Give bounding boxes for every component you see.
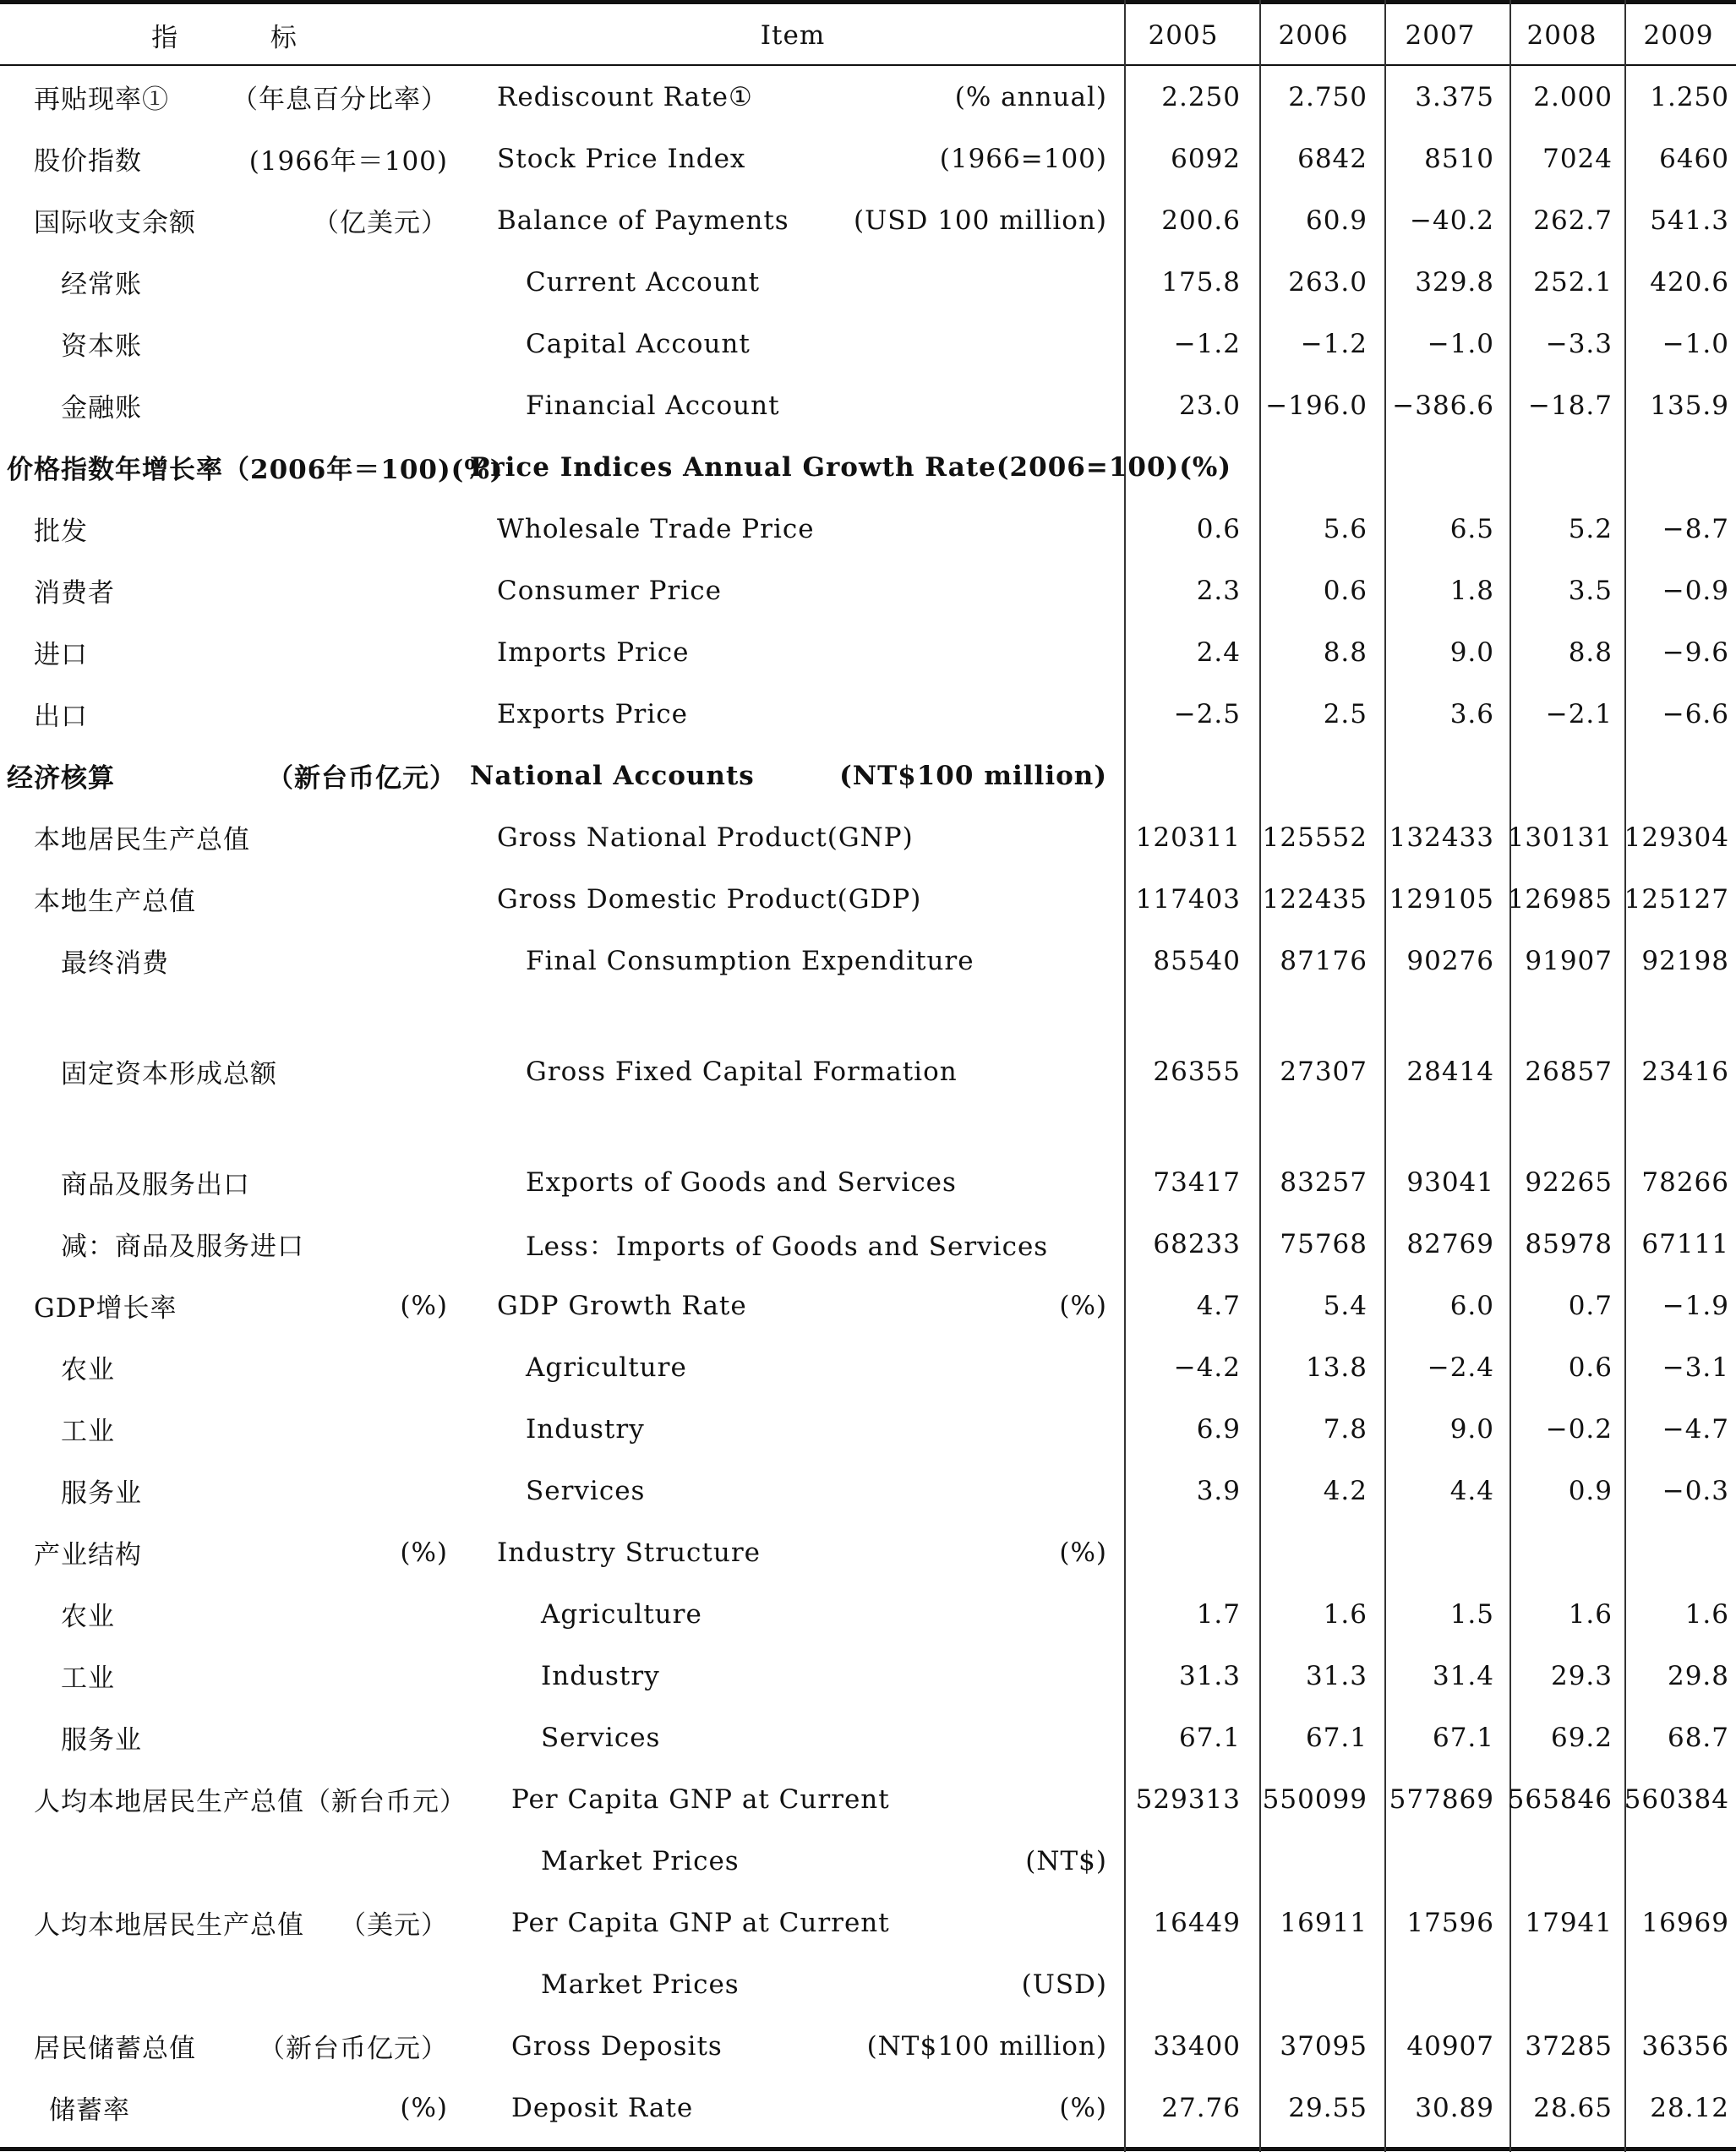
table-row — [0, 66, 1736, 128]
value-2006: 5.6 — [1323, 513, 1368, 544]
value-2009: 420.6 — [1650, 266, 1729, 298]
value-2009: −0.3 — [1662, 1475, 1729, 1506]
value-2008: 69.2 — [1550, 1722, 1613, 1753]
indicator-zh-unit: （新台币亿元） — [267, 763, 456, 794]
value-2005: 23.0 — [1178, 390, 1241, 421]
indicator-zh-unit: （美元） — [340, 1910, 448, 1941]
table-row — [0, 1953, 1736, 2015]
value-2009: −4.7 — [1662, 1413, 1729, 1445]
indicator-en: Services — [541, 1722, 661, 1753]
indicator-en-unit: (% annual) — [954, 81, 1107, 112]
table-row — [0, 560, 1736, 621]
value-2005: 529313 — [1135, 1783, 1241, 1815]
value-2006: 550099 — [1262, 1783, 1368, 1815]
table-row — [0, 621, 1736, 683]
value-2009: −0.9 — [1662, 575, 1729, 606]
value-2007: 4.4 — [1449, 1475, 1494, 1506]
table-row — [0, 374, 1736, 436]
value-2008: 17941 — [1525, 1907, 1613, 1938]
value-2007: 93041 — [1406, 1166, 1494, 1198]
value-2006: 83257 — [1280, 1166, 1368, 1198]
indicator-zh: 批发 — [34, 516, 88, 547]
value-2007: 40907 — [1406, 2030, 1494, 2062]
indicator-zh: 资本账 — [61, 331, 142, 362]
table-row — [0, 498, 1736, 560]
indicator-zh: 消费者 — [34, 578, 115, 609]
indicator-en-unit: (%) — [1059, 1537, 1107, 1568]
indicator-zh: 进口 — [34, 640, 88, 670]
value-2005: 33400 — [1153, 2030, 1241, 2062]
table-header — [0, 4, 1736, 66]
indicator-en: Gross Fixed Capital Formation — [526, 1056, 958, 1087]
value-2008: 2.000 — [1533, 81, 1613, 112]
value-2008: 252.1 — [1533, 266, 1613, 298]
table-row — [0, 1460, 1736, 1521]
value-2006: 13.8 — [1305, 1352, 1368, 1383]
indicator-en: Rediscount Rate① — [497, 81, 753, 112]
value-2009: 67111 — [1641, 1228, 1729, 1259]
value-2009: −1.9 — [1662, 1290, 1729, 1321]
indicator-zh-unit: （年息百分比率） — [232, 85, 448, 115]
table-row — [0, 1336, 1736, 1398]
header-item: Item — [760, 19, 826, 51]
value-2007: 9.0 — [1449, 1413, 1494, 1445]
indicator-zh: 服务业 — [61, 1478, 142, 1509]
indicator-en: Exports of Goods and Services — [526, 1166, 957, 1198]
value-2005: −2.5 — [1173, 698, 1241, 729]
value-2008: 126985 — [1507, 883, 1613, 915]
value-2008: 29.3 — [1550, 1660, 1613, 1691]
indicator-en: Market Prices — [541, 1969, 740, 2000]
indicator-zh: 产业结构 — [34, 1540, 142, 1570]
value-2007: 6.5 — [1449, 513, 1494, 544]
indicator-zh: 国际收支余额 — [34, 208, 196, 238]
value-2007: 3.375 — [1415, 81, 1494, 112]
value-2007: 8510 — [1424, 143, 1494, 174]
value-2009: 125127 — [1624, 883, 1729, 915]
value-2005: 85540 — [1153, 945, 1241, 976]
indicator-zh: 本地居民生产总值 — [34, 825, 250, 855]
value-2007: 577869 — [1389, 1783, 1494, 1815]
indicator-en: Final Consumption Expenditure — [526, 945, 974, 976]
indicator-en: Less：Imports of Goods and Services — [526, 1232, 1049, 1262]
indicator-zh: 人均本地居民生产总值（新台币元） — [34, 1787, 467, 1817]
value-2008: 7024 — [1542, 143, 1613, 174]
indicator-en: Deposit Rate — [511, 2092, 694, 2123]
indicator-en: Per Capita GNP at Current — [511, 1907, 890, 1938]
value-2007: 129105 — [1389, 883, 1494, 915]
value-2006: 29.55 — [1288, 2092, 1368, 2123]
value-2008: −0.2 — [1545, 1413, 1613, 1445]
value-2006: 1.6 — [1323, 1598, 1368, 1630]
value-2006: 67.1 — [1305, 1722, 1368, 1753]
value-2005: 200.6 — [1161, 205, 1241, 236]
value-2006: 122435 — [1262, 883, 1368, 915]
table-row — [0, 2015, 1736, 2077]
indicator-zh: 居民储蓄总值 — [34, 2034, 196, 2064]
indicator-zh-unit: （新台币亿元） — [259, 2034, 448, 2064]
value-2007: 132433 — [1389, 822, 1494, 853]
indicator-en: Agriculture — [541, 1598, 702, 1630]
table-row — [0, 189, 1736, 251]
value-2008: 26857 — [1525, 1056, 1613, 1087]
indicator-en: Capital Account — [526, 328, 751, 359]
value-2007: 3.6 — [1449, 698, 1494, 729]
indicator-en: Market Prices — [541, 1845, 740, 1876]
indicator-en-unit: (USD 100 million) — [854, 205, 1107, 236]
indicator-zh: 农业 — [61, 1602, 115, 1632]
value-2005: −4.2 — [1173, 1352, 1241, 1383]
table-row — [0, 1275, 1736, 1336]
value-2009: 560384 — [1624, 1783, 1729, 1815]
section-header-row — [0, 436, 1736, 498]
indicator-en: Industry — [541, 1660, 660, 1691]
value-2008: 0.6 — [1568, 1352, 1613, 1383]
table-row — [0, 806, 1736, 868]
table-row — [0, 1645, 1736, 1707]
value-2009: 129304 — [1624, 822, 1729, 853]
value-2005: 27.76 — [1161, 2092, 1241, 2123]
indicator-en-unit: (1966=100) — [939, 143, 1107, 174]
indicator-en: Current Account — [526, 266, 761, 298]
indicator-zh: 最终消费 — [61, 948, 169, 979]
indicator-en: Gross Domestic Product(GDP) — [497, 883, 922, 915]
indicator-zh: 工业 — [61, 1663, 115, 1694]
value-2005: 73417 — [1153, 1166, 1241, 1198]
value-2007: 1.8 — [1449, 575, 1494, 606]
value-2005: 117403 — [1135, 883, 1241, 915]
value-2007: −2.4 — [1427, 1352, 1494, 1383]
indicator-zh-unit: (%) — [400, 1290, 448, 1321]
indicator-zh: 农业 — [61, 1355, 115, 1385]
value-2006: 2.5 — [1323, 698, 1368, 729]
value-2008: 0.7 — [1568, 1290, 1613, 1321]
value-2006: 0.6 — [1323, 575, 1368, 606]
value-2005: 26355 — [1153, 1056, 1241, 1087]
value-2006: 8.8 — [1323, 636, 1368, 668]
indicator-zh: 金融账 — [61, 393, 142, 423]
value-2009: 78266 — [1641, 1166, 1729, 1198]
value-2006: 75768 — [1280, 1228, 1368, 1259]
value-2005: 2.250 — [1161, 81, 1241, 112]
value-2009: −1.0 — [1662, 328, 1729, 359]
value-2005: 120311 — [1135, 822, 1241, 853]
value-2009: −3.1 — [1662, 1352, 1729, 1383]
value-2007: 67.1 — [1432, 1722, 1494, 1753]
value-2007: 17596 — [1406, 1907, 1494, 1938]
value-2009: 1.250 — [1650, 81, 1729, 112]
indicator-zh: GDP增长率 — [34, 1293, 177, 1324]
value-2008: 1.6 — [1568, 1598, 1613, 1630]
value-2008: 0.9 — [1568, 1475, 1613, 1506]
value-2006: 4.2 — [1323, 1475, 1368, 1506]
value-2006: 6842 — [1297, 143, 1368, 174]
table-row — [0, 128, 1736, 189]
value-2007: 1.5 — [1449, 1598, 1494, 1630]
indicator-zh: 固定资本形成总额 — [61, 1059, 277, 1090]
header-year: 2007 — [1405, 19, 1476, 51]
value-2009: 6460 — [1659, 143, 1729, 174]
value-2007: 30.89 — [1415, 2092, 1494, 2123]
value-2009: 68.7 — [1667, 1722, 1729, 1753]
table-row — [0, 251, 1736, 313]
indicator-en-unit: (%) — [1059, 2092, 1107, 2123]
indicator-zh: 再贴现率① — [34, 85, 169, 115]
value-2006: 31.3 — [1305, 1660, 1368, 1691]
value-2008: 91907 — [1525, 945, 1613, 976]
value-2005: 175.8 — [1161, 266, 1241, 298]
indicator-en: Gross Deposits — [511, 2030, 723, 2062]
indicator-en-unit: (NT$100 million) — [839, 760, 1107, 791]
value-2007: −40.2 — [1410, 205, 1494, 236]
table-row — [0, 1707, 1736, 1768]
value-2009: 29.8 — [1667, 1660, 1729, 1691]
value-2008: 85978 — [1525, 1228, 1613, 1259]
indicator-en: National Accounts — [470, 760, 755, 791]
value-2008: 262.7 — [1533, 205, 1613, 236]
value-2005: 6.9 — [1196, 1413, 1241, 1445]
table-row — [0, 1213, 1736, 1275]
value-2009: 135.9 — [1650, 390, 1729, 421]
table-row — [0, 1521, 1736, 1583]
value-2009: 16969 — [1641, 1907, 1729, 1938]
value-2005: 4.7 — [1196, 1290, 1241, 1321]
indicator-zh: 人均本地居民生产总值 — [34, 1910, 304, 1941]
table-row — [0, 1583, 1736, 1645]
indicator-en: Stock Price Index — [497, 143, 746, 174]
value-2008: 5.2 — [1568, 513, 1613, 544]
value-2005: 68233 — [1153, 1228, 1241, 1259]
value-2006: 7.8 — [1323, 1413, 1368, 1445]
table-row — [0, 1151, 1736, 1213]
value-2008: 92265 — [1525, 1166, 1613, 1198]
indicator-en: Per Capita GNP at Current — [511, 1783, 890, 1815]
value-2009: 23416 — [1641, 1056, 1729, 1087]
value-2009: −6.6 — [1662, 698, 1729, 729]
value-2008: 3.5 — [1568, 575, 1613, 606]
header-year: 2006 — [1278, 19, 1349, 51]
indicator-zh: 经常账 — [61, 270, 142, 300]
indicator-en: Gross National Product(GNP) — [497, 822, 914, 853]
indicator-en-unit: (%) — [1059, 1290, 1107, 1321]
value-2006: 263.0 — [1288, 266, 1368, 298]
indicator-zh-unit: （亿美元） — [313, 208, 448, 238]
header-year: 2009 — [1643, 19, 1714, 51]
value-2007: −1.0 — [1427, 328, 1494, 359]
indicator-en: Wholesale Trade Price — [497, 513, 815, 544]
table-row — [0, 313, 1736, 374]
value-2008: 130131 — [1507, 822, 1613, 853]
value-2009: −8.7 — [1662, 513, 1729, 544]
value-2006: 125552 — [1262, 822, 1368, 853]
indicator-zh: 服务业 — [61, 1725, 142, 1756]
value-2009: 1.6 — [1684, 1598, 1729, 1630]
value-2005: 3.9 — [1196, 1475, 1241, 1506]
value-2006: 2.750 — [1288, 81, 1368, 112]
section-header-row — [0, 745, 1736, 806]
value-2006: 60.9 — [1305, 205, 1368, 236]
indicator-en: Consumer Price — [497, 575, 722, 606]
header-year: 2008 — [1526, 19, 1597, 51]
value-2005: 67.1 — [1178, 1722, 1241, 1753]
table-row — [0, 683, 1736, 745]
indicator-en: Services — [526, 1475, 646, 1506]
value-2007: 82769 — [1406, 1228, 1494, 1259]
value-2007: 28414 — [1406, 1056, 1494, 1087]
value-2008: 565846 — [1507, 1783, 1613, 1815]
indicator-zh: 出口 — [34, 702, 88, 732]
table-row — [0, 1398, 1736, 1460]
value-2007: 31.4 — [1432, 1660, 1494, 1691]
indicator-zh-unit: (%) — [400, 1537, 448, 1568]
value-2007: 329.8 — [1415, 266, 1494, 298]
indicator-en-unit: (USD) — [1021, 1969, 1107, 2000]
indicator-zh: 商品及服务出口 — [61, 1170, 250, 1200]
bottom-rule — [0, 2147, 1736, 2151]
value-2006: 5.4 — [1323, 1290, 1368, 1321]
value-2009: 92198 — [1641, 945, 1729, 976]
value-2009: 36356 — [1641, 2030, 1729, 2062]
value-2009: −9.6 — [1662, 636, 1729, 668]
indicator-en-unit: (NT$) — [1025, 1845, 1107, 1876]
indicator-en: Imports Price — [497, 636, 690, 668]
table-row — [0, 868, 1736, 930]
indicator-en-unit: (NT$100 million) — [866, 2030, 1107, 2062]
value-2006: 37095 — [1280, 2030, 1368, 2062]
table-row — [0, 1892, 1736, 1953]
value-2007: 9.0 — [1449, 636, 1494, 668]
indicator-en: Financial Account — [526, 390, 780, 421]
value-2005: 2.4 — [1196, 636, 1241, 668]
value-2007: 90276 — [1406, 945, 1494, 976]
value-2005: 2.3 — [1196, 575, 1241, 606]
indicator-zh: 工业 — [61, 1417, 115, 1447]
indicator-zh-unit: (1966年＝100) — [248, 146, 448, 177]
value-2005: 31.3 — [1178, 1660, 1241, 1691]
table-row — [0, 1040, 1736, 1102]
header-indicator: 指 标 — [151, 23, 339, 53]
indicator-zh: 储蓄率 — [49, 2095, 130, 2126]
value-2008: −3.3 — [1545, 328, 1613, 359]
value-2006: 16911 — [1280, 1907, 1368, 1938]
value-2008: −2.1 — [1545, 698, 1613, 729]
value-2009: 541.3 — [1650, 205, 1729, 236]
indicator-en: Balance of Payments — [497, 205, 789, 236]
indicator-zh: 本地生产总值 — [34, 887, 196, 917]
value-2006: 27307 — [1280, 1056, 1368, 1087]
value-2005: 0.6 — [1196, 513, 1241, 544]
indicator-en: GDP Growth Rate — [497, 1290, 747, 1321]
table-row — [0, 1830, 1736, 1892]
indicator-en: Industry — [526, 1413, 645, 1445]
indicator-en: Price Indices Annual Growth Rate(2006=100)(%) — [470, 451, 1231, 483]
table-row — [0, 2077, 1736, 2138]
table-row — [0, 930, 1736, 991]
indicator-zh: 价格指数年增长率（2006年＝100)(%) — [7, 455, 504, 485]
value-2008: 37285 — [1525, 2030, 1613, 2062]
value-2008: 28.65 — [1533, 2092, 1613, 2123]
indicator-zh: 经济核算 — [7, 763, 115, 794]
indicator-en: Agriculture — [526, 1352, 687, 1383]
value-2009: 28.12 — [1650, 2092, 1729, 2123]
indicator-en: Exports Price — [497, 698, 688, 729]
indicator-zh-unit: (%) — [400, 2092, 448, 2123]
indicator-zh: 股价指数 — [34, 146, 142, 177]
value-2007: 6.0 — [1449, 1290, 1494, 1321]
value-2006: 87176 — [1280, 945, 1368, 976]
indicator-zh: 减：商品及服务进口 — [61, 1232, 304, 1262]
indicator-en: Industry Structure — [497, 1537, 762, 1568]
table-row — [0, 1768, 1736, 1830]
value-2005: 1.7 — [1196, 1598, 1241, 1630]
header-year: 2005 — [1148, 19, 1219, 51]
value-2008: −18.7 — [1528, 390, 1613, 421]
value-2006: −196.0 — [1265, 390, 1368, 421]
value-2005: −1.2 — [1173, 328, 1241, 359]
value-2008: 8.8 — [1568, 636, 1613, 668]
value-2006: −1.2 — [1300, 328, 1368, 359]
value-2007: −386.6 — [1392, 390, 1494, 421]
value-2005: 16449 — [1153, 1907, 1241, 1938]
value-2005: 6092 — [1171, 143, 1241, 174]
